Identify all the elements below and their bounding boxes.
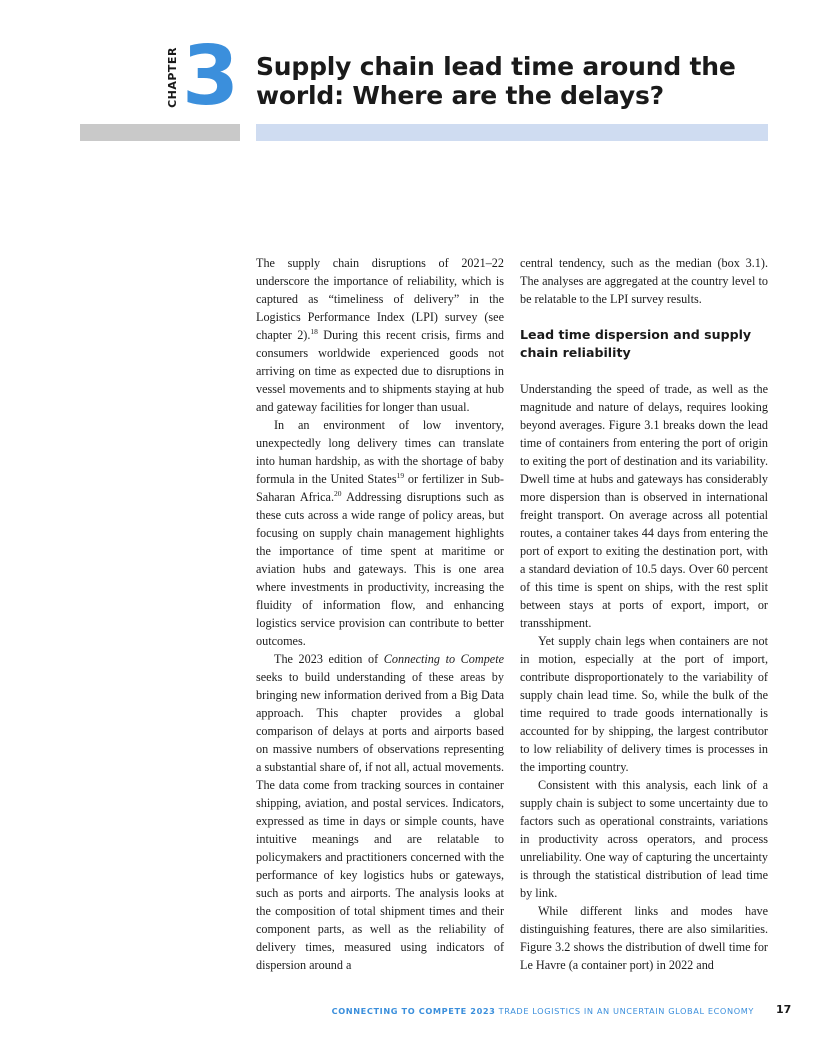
publication-title: Connecting to Compete [383, 652, 504, 666]
page-number: 17 [776, 1003, 792, 1016]
chapter-number: 3 [182, 29, 238, 124]
paragraph: Understanding the speed of trade, as well as the magnitude and nature of delays, requires looking beyond averages. Figure 3.1 breaks down the lead time of containers from entering the port of origin to exiting the port of destination and its variability. Dwell time at hubs and gateways has considerably more dispersion than is observed in international freight transport. On average across all potential routes, a container takes 44 days from entering the port of export to exiting the destination port, with a standard deviation of 10.5 days. Over 60 percent of this time is spent on ships, with the rest split between stays at ports of export, import, or transshipment. [520, 382, 768, 630]
chapter-title-bar [256, 124, 768, 141]
chapter-title-line-2: world: Where are the delays? [256, 81, 664, 110]
paragraph: In an environment of low inventory, unexpectedly long delivery times can translate into human hardship, as with the shortage of baby formula in the United States$^{19}$ or fertilizer in Sub-Saharan Africa.$^{20}$ Addressing disruptions such as these cuts across a wide range of policy areas, but focusing on supply chain management highlights the importance of time spent at maritime or aviation hubs and gateways. This is one area where investments in productivity, increasing the fluidity of information flow, and enhancing logistics service provision can contribute to better outcomes. [256, 418, 504, 648]
paragraph: The supply chain disruptions of 2021–22 underscore the importance of reliability, which is captured as “timeliness of delivery” in the Logistics Performance Index (LPI) survey (see chapter 2).$^{18}$ During this recent crisis, firms and consumers worldwide experienced goods not arriving on time as expected due to disruptions in vessel movements and to shipments staying at hub and gateway facilities for longer than usual. [256, 256, 505, 414]
paragraph: Yet supply chain legs when containers are not in motion, especially at the port of import, contribute disproportionately to the variability of supply chain lead time. So, while the bulk of the time required to trade goods internationally is accounted for by shipping, the largest contributor to low reliability of delivery times is processes in the importing country. [520, 634, 768, 774]
paragraph: Consistent with this analysis, each link of a supply chain is subject to some uncertainty due to factors such as operational constraints, variations in productivity across operators, and process unreliability. One way of capturing the uncertainty is through the statistical distribution of lead time by link. [520, 778, 768, 900]
footer-subtitle: TRADE LOGISTICS IN AN UNCERTAIN GLOBAL ECONOMY [498, 1006, 754, 1016]
body-column-right [520, 254, 768, 974]
paragraph: While different links and modes have distinguishing features, there are also similarities. Figure 3.2 shows the distribution of dwell time for Le Havre (a container port) in 2022 and [520, 904, 768, 972]
section-heading: Lead time dispersion and supply chain reliability [520, 327, 752, 360]
chapter-title-line-1: Supply chain lead time around the [256, 52, 736, 81]
footer-publication: CONNECTING TO COMPETE 2023 [331, 1006, 496, 1016]
running-footer [332, 1006, 754, 1016]
paragraph: central tendency, such as the median (box 3.1). The analyses are aggregated at the country level to be relatable to the LPI survey results. [520, 256, 768, 306]
footnote-ref: 19 [396, 471, 405, 480]
chapter-label: CHAPTER [165, 46, 179, 108]
paragraph: The 2023 edition of Connecting to Compete seeks to build understanding of these areas by bringing new information derived from a Big Data approach. This chapter provides a global comparison of delays at ports and airports based on massive numbers of observations representing a substantial share of, if not all, actual movements. The data come from tracking sources in container shipping, aviation, and postal services. Indicators, expressed as time in days or simple counts, have intuitive meanings and are relatable to policymakers and practitioners concerned with the performance of key logistics hubs or gateways, such as ports and airports. The analysis looks at the composition of total shipment times and their component parts, as well as the reliability of delivery times, measured using indicators of dispersion around a [256, 652, 504, 972]
chapter-side-bar [80, 124, 240, 141]
footnote-ref: 20 [334, 489, 342, 498]
chapter-title [256, 52, 776, 110]
body-column-left [256, 254, 504, 974]
footnote-ref: 18 [310, 327, 318, 336]
